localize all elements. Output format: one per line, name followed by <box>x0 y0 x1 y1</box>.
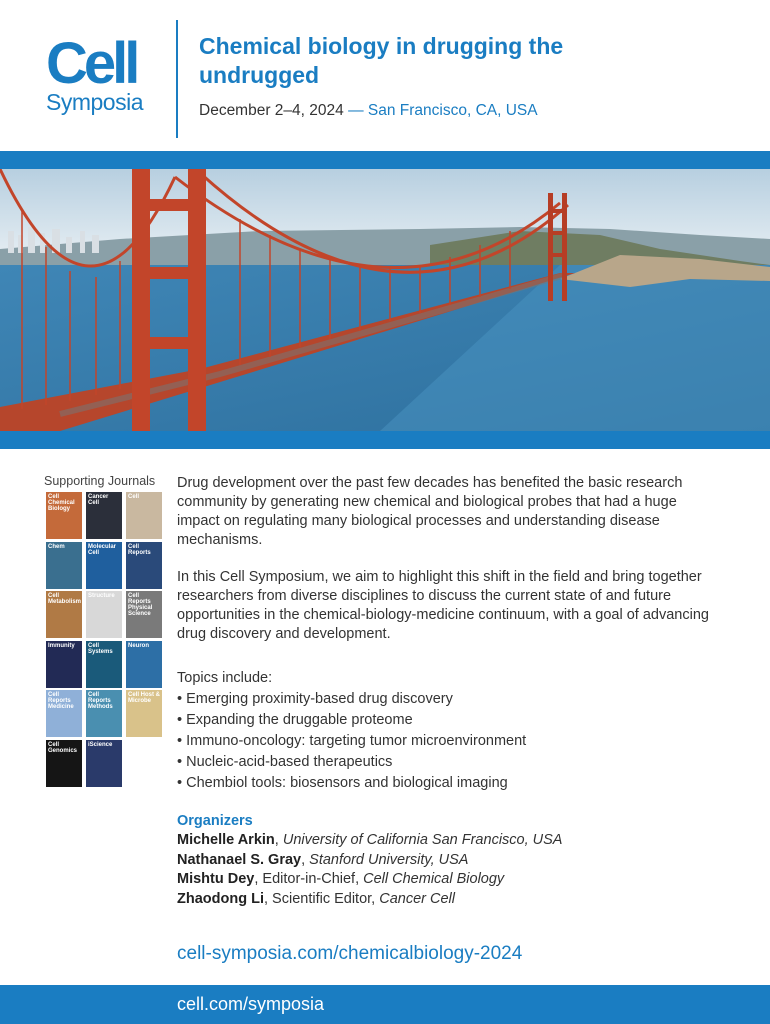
journal-cover-title: Cell Reports Methods <box>88 692 113 710</box>
journal-cover[interactable] <box>126 542 162 589</box>
topic-item: • Immuno-oncology: targeting tumor microenvironment <box>177 733 527 749</box>
journal-cover-title: Cell Chemical Biology <box>48 494 75 512</box>
journal-cover[interactable] <box>86 690 122 737</box>
journal-cover[interactable] <box>86 542 122 589</box>
journal-cover-title: Immunity <box>48 642 75 649</box>
organizer-name: Mishtu Dey <box>177 871 255 887</box>
page-title: Chemical biology in drugging the undrugged <box>199 33 564 88</box>
event-location: San Francisco, CA, USA <box>367 102 538 119</box>
journal-cover[interactable] <box>86 641 122 688</box>
bottom-blue-band <box>0 431 770 449</box>
journal-cover-title: Cell Reports <box>128 543 151 556</box>
journal-cover-title: iScience <box>88 741 113 748</box>
organizer-name: Zhaodong Li <box>177 890 264 907</box>
organizers-list <box>177 831 737 909</box>
organizer-sep: , <box>301 851 310 868</box>
organizer-row <box>177 870 737 890</box>
top-blue-band <box>0 151 770 169</box>
topic-item: • Expanding the druggable proteome <box>177 712 413 728</box>
journal-cover-title: Molecular Cell <box>88 543 117 556</box>
description <box>177 474 717 662</box>
organizers-heading: Organizers <box>177 813 253 829</box>
topic-item: • Emerging proximity-based drug discovery <box>177 691 453 707</box>
organizer-row <box>177 890 737 910</box>
journal-cover[interactable] <box>46 641 82 688</box>
journal-cover-title: Neuron <box>128 642 149 649</box>
journal-cover-title: Cell Systems <box>88 642 113 655</box>
bridge-illustration <box>0 169 770 431</box>
journal-cover[interactable] <box>86 591 122 638</box>
description-paragraph-1: Drug development over the past few decades has benefited the basic research community by generating new chemical and biological probes that had a huge impact on regulating many biological processes and understanding disease mechanisms. <box>177 475 683 548</box>
golden-gate-bridge-photo <box>0 169 770 431</box>
journal-cover[interactable] <box>46 740 82 787</box>
footer-url-link[interactable]: cell.com/symposia <box>177 994 325 1014</box>
topics-heading: Topics include: <box>177 670 273 686</box>
organizer-row <box>177 851 737 871</box>
description-paragraph-2: In this Cell Symposium, we aim to highlight this shift in the field and bring together researchers from diverse disciplines to discuss the current state of and future opportunities in the chemical-biology-medicine continuum, with a goal of advancing drug discovery and development. <box>177 569 709 642</box>
event-dates: December 2–4, 2024 <box>199 102 344 119</box>
journal-cover[interactable] <box>46 542 82 589</box>
organizer-affiliation: Stanford University, USA <box>309 851 469 868</box>
journal-cover-title: Cell <box>128 494 140 500</box>
journal-cover[interactable] <box>126 492 162 539</box>
event-dateline <box>199 102 538 120</box>
journal-cover[interactable] <box>86 740 122 787</box>
logo-wordmark: Cell <box>46 31 137 96</box>
organizer-sep: , <box>274 832 283 848</box>
organizer-role: Editor-in-Chief, <box>262 871 364 887</box>
journal-cover-title: Chem <box>48 543 65 550</box>
organizer-sep: , <box>263 890 273 907</box>
footer-bar <box>0 985 770 1024</box>
journal-cover-title: Cancer Cell <box>88 494 109 506</box>
organizer-sep: , <box>254 871 263 887</box>
logo-subtitle: Symposia <box>46 89 143 115</box>
journal-cover[interactable] <box>126 591 162 638</box>
dateline-dash: — <box>343 102 368 119</box>
journal-cover-title: Structure <box>88 593 115 599</box>
organizer-affiliation: Cell Chemical Biology <box>363 871 505 887</box>
topics-list <box>177 689 717 794</box>
journal-cover[interactable] <box>86 492 122 539</box>
cell-symposia-logo[interactable] <box>46 31 156 115</box>
journal-cover-title: Cell Host & Microbe <box>128 692 161 704</box>
journal-cover[interactable] <box>46 591 82 638</box>
organizer-row <box>177 831 737 851</box>
journal-cover-title: Cell Metabolism <box>48 593 82 605</box>
supporting-journals-label: Supporting Journals <box>44 474 156 488</box>
topic-item: • Nucleic-acid-based therapeutics <box>177 754 393 770</box>
organizer-name: Nathanael S. Gray <box>177 851 302 868</box>
journal-cover[interactable] <box>46 690 82 737</box>
organizer-name: Michelle Arkin <box>177 832 275 848</box>
event-url-link[interactable]: cell-symposia.com/chemicalbiology-2024 <box>177 943 523 964</box>
organizer-affiliation: Cancer Cell <box>379 890 455 907</box>
journal-cover-title: Cell Reports Medicine <box>48 692 74 710</box>
journal-cover-title: Cell Reports Physical Science <box>128 593 153 617</box>
topics-section <box>177 668 717 794</box>
organizer-affiliation: University of California San Francisco, USA <box>282 832 563 848</box>
journal-cover[interactable] <box>126 641 162 688</box>
header-divider <box>176 20 178 138</box>
journal-cover-title: Cell Genomics <box>48 741 78 754</box>
journal-cover[interactable] <box>46 492 82 539</box>
organizer-role: Scientific Editor, <box>272 890 380 907</box>
topic-item: • Chembiol tools: biosensors and biological imaging <box>177 775 508 791</box>
journal-cover[interactable] <box>126 690 162 737</box>
